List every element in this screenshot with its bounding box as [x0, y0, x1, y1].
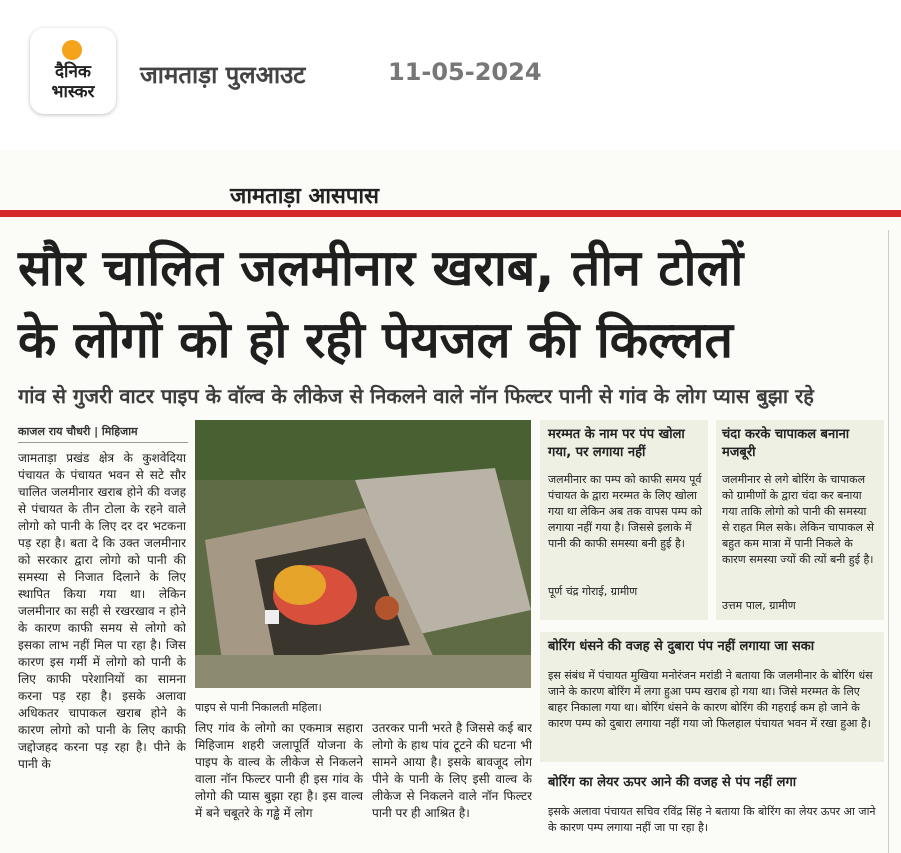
headline-line2: के लोगों को हो रही पेयजल की किल्लत — [18, 311, 734, 369]
side-box-repair — [540, 420, 708, 620]
side-box-donation-signature: उत्तम पाल, ग्रामीण — [722, 599, 796, 612]
headline-line1: सौर चालित जलमीनार खराब, तीन टोलों — [18, 239, 744, 297]
dainik-bhaskar-logo[interactable] — [30, 28, 116, 114]
edition-date: 11-05-2024 — [388, 58, 542, 86]
side-box-donation-text: जलमीनार से लगे बोरिंग के चापाकल को ग्रामीणों के द्वारा चंदा कर बनाया गया ताकि लोगो को पानी की समस्या से राहत मिल सके। लेकिन चापाकल से बहुत कम मात्रा में पानी निकले के कारण समस्या ज्यों की त्यों बनी हुई है। — [722, 473, 874, 566]
logo-text-line1: दैनिक — [55, 62, 91, 82]
side-box-boring-collapse — [540, 632, 884, 762]
side-box-boring-layer-title: बोरिंग का लेयर ऊपर आने की वजह से पंप नहीं लगा — [548, 775, 797, 790]
photo-caption: पाइप से पानी निकालती महिला। — [195, 701, 322, 714]
logo-text-line2: भास्कर — [51, 82, 95, 102]
side-box-repair-signature: पूर्ण चंद्र गोराई, ग्रामीण — [548, 585, 638, 598]
byline: काजल राय चौधरी | मिहिजाम — [18, 424, 188, 443]
article-column-3: उतरकर पानी भरते है जिससे कई बार लोगो के हाथ पांव टूटने की घटना भी सामने आया है। इसके बावजूद लोग पीने के पानी के लिए इसी वाल्व के लीकेज से निकलने वाले नॉन फिल्टर पानी पर ही आश्रित है। — [372, 721, 532, 820]
side-box-boring-layer-text: इसके अलावा पंचायत सचिव रविंद्र सिंह ने बताया कि बोरिंग का लेयर ऊपर आ जाने के कारण पम्प लगाया नहीं जा पा रहा है। — [548, 805, 876, 834]
article-column-2: लिए गांव के लोगो का एकमात्र सहारा मिहिजाम शहरी जलापूर्ति योजना के पाइप के वाल्व के लीकेज से निकलने वाला नॉन फिल्टर पानी ही इस गांव के लोगो की प्यास बुझा रहा है। इस वाल्व में बने चबूतरे के गड्ढे में लोग — [195, 721, 363, 820]
side-box-repair-text: जलमीनार का पम्प को काफी समय पूर्व पंचायत के द्वारा मरम्मत के लिए खोला गया था लेकिन अब तक वापस पम्प को लगाया नहीं गया है। जिससे इलाके में पानी की काफी समस्या बनी हुई है। — [548, 473, 702, 550]
side-box-boring-collapse-title: बोरिंग धंसने की वजह से दुबारा पंप नहीं लगाया जा सका — [548, 639, 815, 654]
edition-title: जामताड़ा पुलआउट — [140, 61, 306, 89]
sun-icon — [62, 40, 82, 60]
news-photo[interactable] — [195, 420, 531, 688]
side-box-donation — [716, 420, 884, 620]
side-box-repair-title: मरम्मत के नाम पर पंप खोला गया, पर लगाया नहीं — [548, 427, 685, 460]
side-box-donation-title: चंदा करके चापाकल बनाना मजबूरी — [722, 427, 850, 460]
woman-at-water-pipe-image — [195, 420, 531, 688]
section-divider — [0, 210, 901, 217]
subheadline: गांव से गुजरी वाटर पाइप के वॉल्व के लीकेज से निकलने वाले नॉन फिल्टर पानी से गांव के लोग प्यास बुझा रहे — [18, 384, 814, 408]
side-box-boring-layer — [540, 770, 884, 846]
section-label: जामताड़ा आसपास — [230, 184, 379, 209]
article-column-1: जामताड़ा प्रखंड क्षेत्र के कुशवेदिया पंचायत के पंचायत भवन से सटे सौर चालित जलमीनार खराब होने की वजह से पंचायत के तीन टोला के रहने वाले लोगो को पानी के लिए दर दर भटकना पड़ रहा है। बता दे कि उक्त जलमीनार को सरकार द्वारा लोगो को पानी की समस्या से निजात दिलाने के लिए स्थापित किया गया था। लेकिन जलमीनार का सही से रखरखाव न होने के कारण काफी समय से लोगो को इसका लाभ नहीं मिल पा रहा है। जिस कारण इस गर्मी में लोगो को पानी के लिए काफी परेशानियों का सामना करना पड़ रहा है। इसके अलावा अधिकतर चापाकल खराब होने के कारण लोगो को पानी के लिए काफी जद्दोजहद करना पड़ रहा है। पीने के पानी के — [18, 451, 186, 771]
app-header — [0, 0, 901, 150]
side-box-boring-collapse-text: इस संबंध में पंचायत मुखिया मनोरंजन मरांडी ने बताया कि जलमीनार के बोरिंग धंस जाने के कारण बोरिंग में लगा हुआ पम्प खराब हो गया था। जिसे मरम्मत के लिए बाहर निकाला गया था। बोरिंग धंसने के कारण बोरिंग की गहराई कम हो जाने के कारण पम्प को दुबारा लगाया नहीं गया जो फिलहाल पंचायत भवन में रखा हुआ है। — [548, 669, 873, 730]
adjacent-page-edge — [888, 230, 901, 853]
